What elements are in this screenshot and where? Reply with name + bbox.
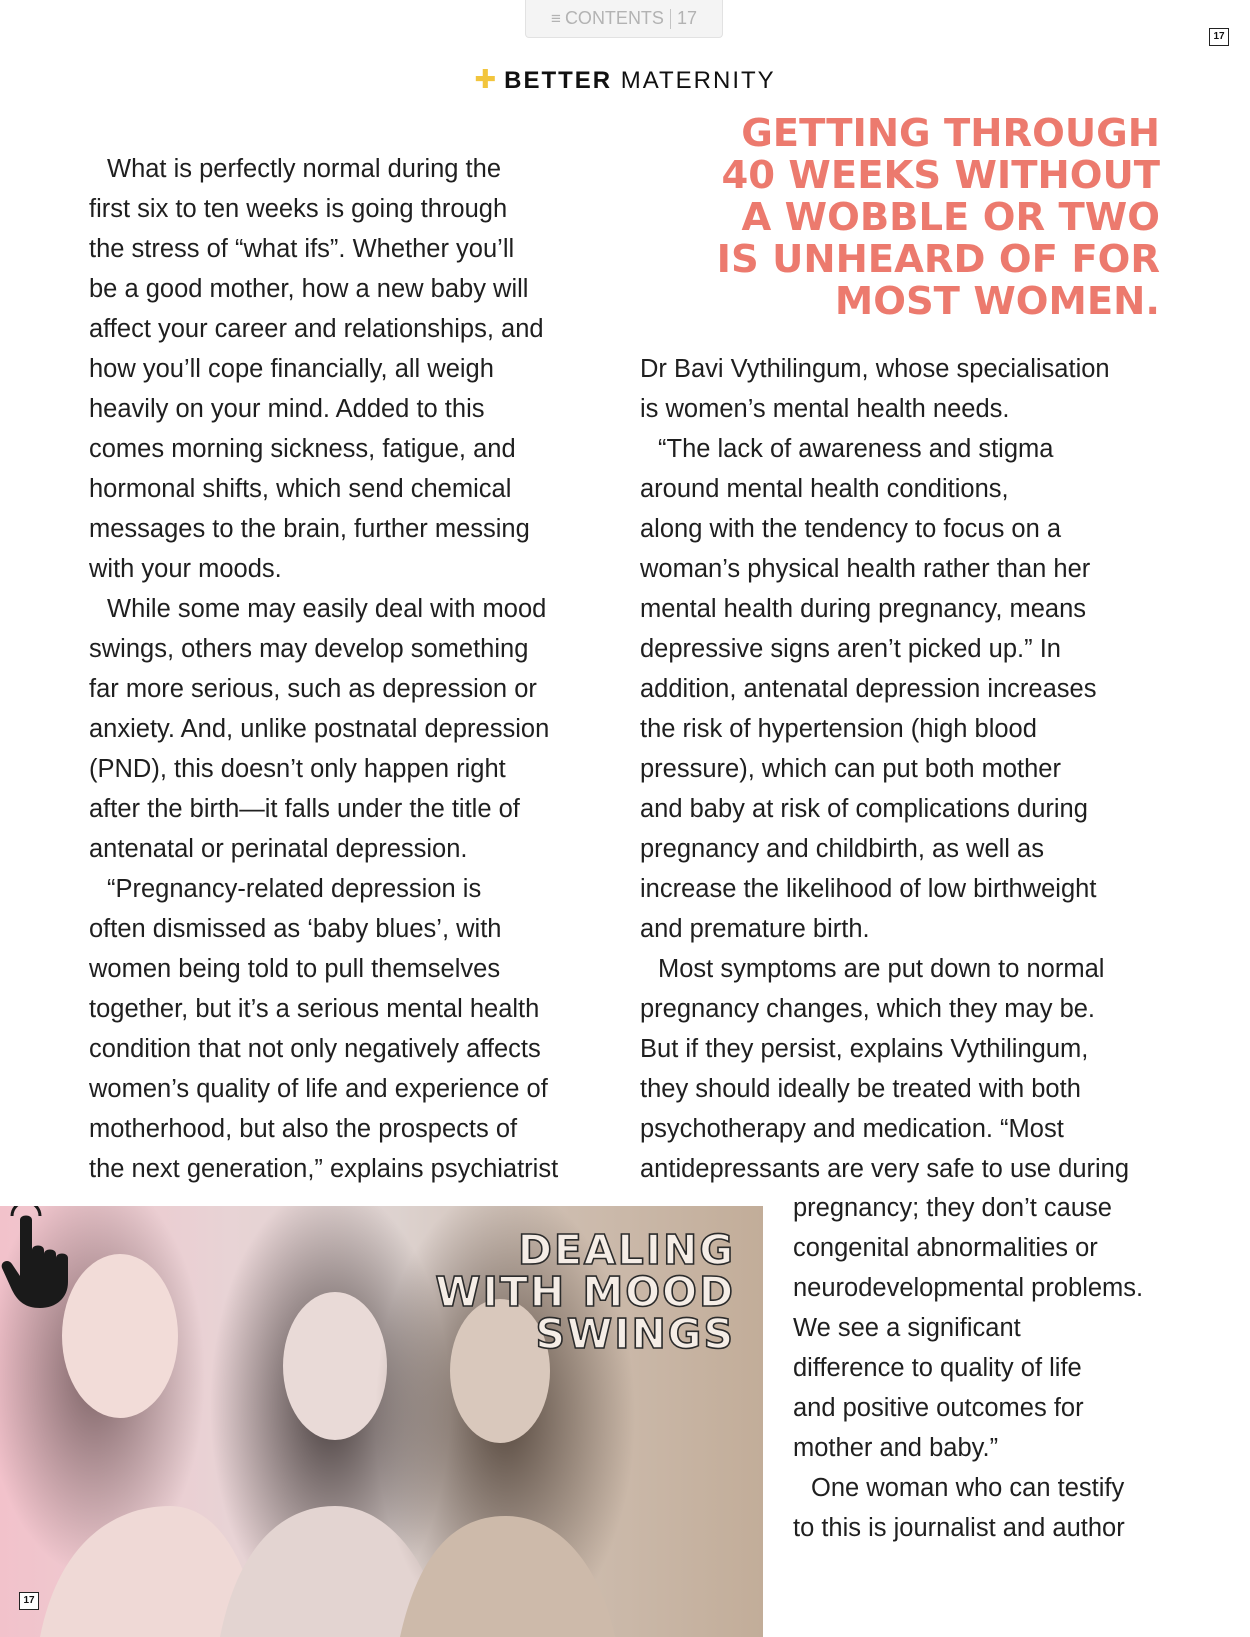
- page-number-badge-bottom: 17: [19, 1592, 39, 1610]
- pull-quote-line: 40 WEEKS WITHOUT: [721, 153, 1160, 198]
- body-line: anxiety. And, unlike postnatal depression: [89, 715, 550, 743]
- body-line: women’s quality of life and experience of: [89, 1075, 548, 1103]
- yellow-cross-icon: ✚: [474, 64, 499, 94]
- body-line: psychotherapy and medication. “Most: [640, 1115, 1064, 1143]
- video-promo-image[interactable]: [0, 1206, 763, 1637]
- body-line: Most symptoms are put down to normal: [658, 955, 1105, 983]
- body-line: together, but it’s a serious mental health: [89, 995, 540, 1023]
- article-left-column: [89, 149, 558, 1189]
- body-line: pregnancy changes, which they may be.: [640, 995, 1096, 1023]
- page-number-badge-top: 17: [1209, 28, 1229, 46]
- body-line: woman’s physical health rather than her: [640, 555, 1091, 583]
- body-line: the next generation,” explains psychiatrist: [89, 1155, 559, 1183]
- body-line: to this is journalist and author: [793, 1514, 1125, 1542]
- body-line: pregnancy; they don’t cause: [793, 1194, 1112, 1222]
- body-line: neurodevelopmental problems.: [793, 1274, 1144, 1302]
- divider: [670, 9, 671, 29]
- body-line: motherhood, but also the prospects of: [89, 1115, 518, 1143]
- body-line: antenatal or perinatal depression.: [89, 835, 468, 863]
- body-line: messages to the brain, further messing: [89, 515, 530, 543]
- body-line: and baby at risk of complications during: [640, 795, 1088, 823]
- body-line: is women’s mental health needs.: [640, 395, 1010, 423]
- section-header: [0, 64, 1250, 95]
- body-line: pregnancy and childbirth, as well as: [640, 835, 1044, 863]
- body-line: addition, antenatal depression increases: [640, 675, 1097, 703]
- body-line: condition that not only negatively affects: [89, 1035, 541, 1063]
- body-line: women being told to pull themselves: [89, 955, 501, 983]
- body-line: often dismissed as ‘baby blues’, with: [89, 915, 502, 943]
- body-line: how you’ll cope financially, all weigh: [89, 355, 494, 383]
- body-line: “Pregnancy-related depression is: [107, 875, 482, 903]
- body-line: with your moods.: [89, 555, 282, 583]
- body-line: But if they persist, explains Vythilingum,: [640, 1035, 1089, 1063]
- pull-quote-line: IS UNHEARD OF FOR: [716, 237, 1160, 282]
- body-line: far more serious, such as depression or: [89, 675, 537, 703]
- body-line: affect your career and relationships, and: [89, 315, 544, 343]
- body-line: increase the likelihood of low birthweight: [640, 875, 1097, 903]
- body-line: pressure), which can put both mother: [640, 755, 1061, 783]
- body-line: One woman who can testify: [811, 1474, 1125, 1502]
- video-title-line: WITH MOOD: [435, 1268, 735, 1316]
- body-line: What is perfectly normal during the: [107, 155, 502, 183]
- body-line: first six to ten weeks is going through: [89, 195, 508, 223]
- menu-icon: ≡: [551, 8, 561, 28]
- body-line: (PND), this doesn’t only happen right: [89, 755, 506, 783]
- video-title-line: SWINGS: [535, 1310, 735, 1358]
- body-line: mental health during pregnancy, means: [640, 595, 1087, 623]
- body-line: and premature birth.: [640, 915, 870, 943]
- body-line: “The lack of awareness and stigma: [658, 435, 1054, 463]
- pull-quote: [640, 113, 1160, 323]
- body-line: along with the tendency to focus on a: [640, 515, 1062, 543]
- body-line: hormonal shifts, which send chemical: [89, 475, 512, 503]
- body-line: difference to quality of life: [793, 1354, 1082, 1382]
- section-header-bold: BETTER: [504, 67, 613, 94]
- body-line: Dr Bavi Vythilingum, whose specialisation: [640, 355, 1110, 383]
- body-line: congenital abnormalities or: [793, 1234, 1098, 1262]
- pull-quote-line: MOST WOMEN.: [834, 279, 1160, 324]
- body-line: be a good mother, how a new baby will: [89, 275, 529, 303]
- body-line: heavily on your mind. Added to this: [89, 395, 485, 423]
- body-line: comes morning sickness, fatigue, and: [89, 435, 516, 463]
- body-line: While some may easily deal with mood: [107, 595, 547, 623]
- body-line: mother and baby.”: [793, 1434, 999, 1462]
- pointing-hand-icon[interactable]: [0, 1206, 76, 1310]
- video-title[interactable]: [435, 1226, 735, 1358]
- body-line: they should ideally be treated with both: [640, 1075, 1081, 1103]
- body-line: after the birth—it falls under the title of: [89, 795, 520, 823]
- body-line: swings, others may develop something: [89, 635, 529, 663]
- pull-quote-line: A WOBBLE OR TWO: [741, 195, 1160, 240]
- pull-quote-line: GETTING THROUGH: [741, 111, 1160, 156]
- body-line: antidepressants are very safe to use during: [640, 1155, 1130, 1183]
- body-line: the risk of hypertension (high blood: [640, 715, 1037, 743]
- contents-button[interactable]: [525, 0, 723, 38]
- contents-label: CONTENTS: [564, 8, 664, 28]
- nav-page-number: 17: [676, 8, 697, 28]
- body-line: depressive signs aren’t picked up.” In: [640, 635, 1061, 663]
- body-line: We see a significant: [793, 1314, 1021, 1342]
- body-line: the stress of “what ifs”. Whether you’ll: [89, 235, 515, 263]
- body-line: and positive outcomes for: [793, 1394, 1084, 1422]
- video-title-line: DEALING: [517, 1226, 735, 1274]
- section-header-regular: MATERNITY: [620, 67, 776, 94]
- body-line: around mental health conditions,: [640, 475, 1009, 503]
- article-right-column: [640, 349, 1129, 1189]
- article-right-column-continued: [793, 1188, 1143, 1548]
